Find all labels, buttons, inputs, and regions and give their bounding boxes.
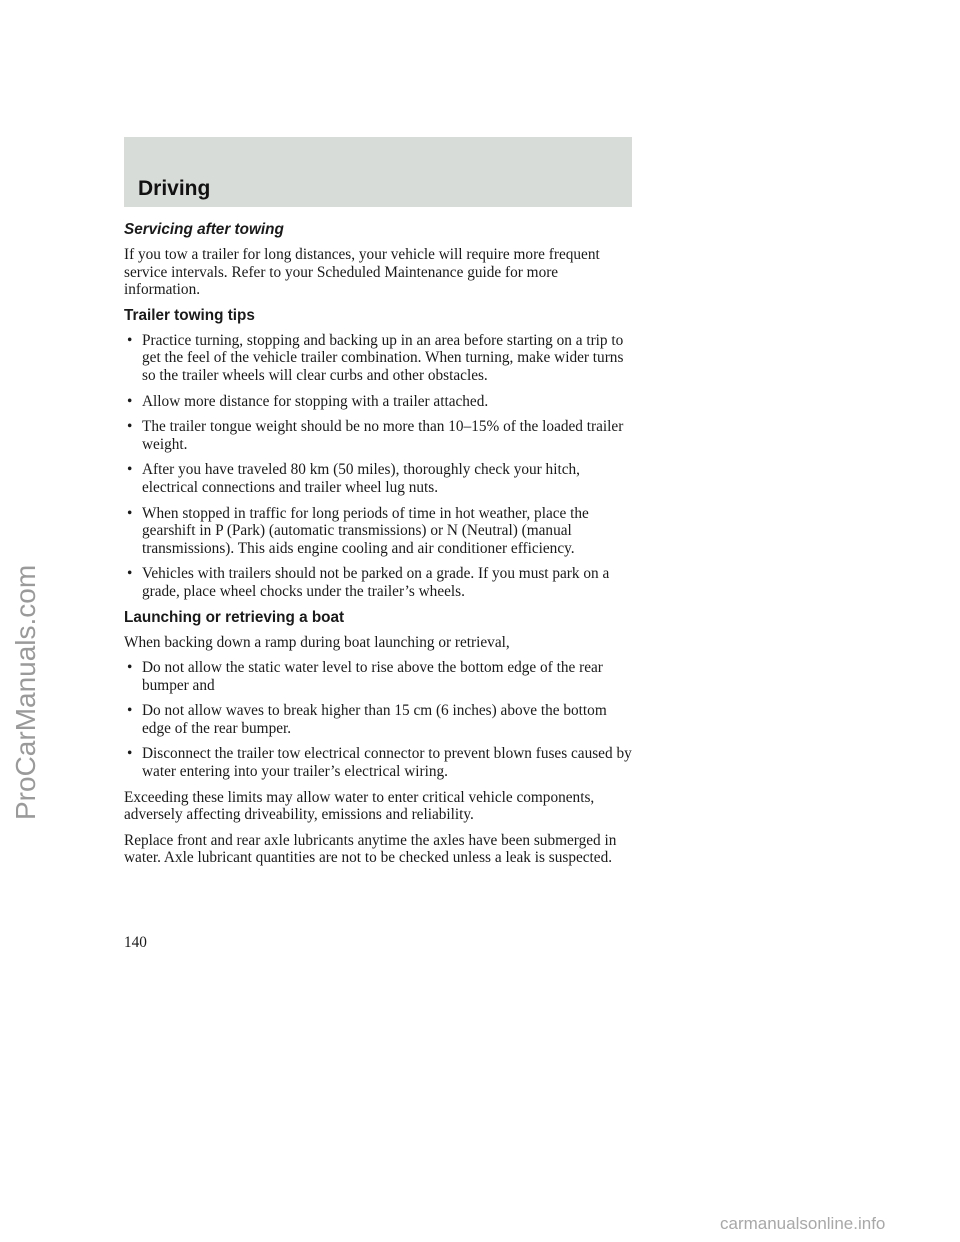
list-item: • Do not allow the static water level to rise above the bottom edge of the rear bumper and bbox=[127, 659, 603, 694]
bullet-icon: • bbox=[127, 702, 133, 720]
paragraph: If you tow a trailer for long distances, your vehicle will require more frequent service intervals. Refer to your Scheduled Maintenance guide for more information. bbox=[124, 246, 600, 299]
paragraph: Exceeding these limits may allow water to enter critical vehicle components, adversely affecting driveability, emissions and reliability. bbox=[124, 788, 595, 824]
list-item: • Vehicles with trailers should not be parked on a grade. If you must park on a grade, place wheel chocks under the trailer’s wheels. bbox=[127, 565, 610, 600]
heading-trailer-towing-tips: Trailer towing tips bbox=[124, 306, 255, 324]
bullet-icon: • bbox=[127, 392, 133, 410]
bullet-list bbox=[124, 659, 636, 781]
list-item: • Practice turning, stopping and backing up in an area before starting on a trip to get the feel of the vehicle trailer combination. When turning, make wider turns so the trailer wheels will clear curbs and other obstacles. bbox=[127, 331, 624, 384]
paragraph: When backing down a ramp during boat launching or retrieval, bbox=[124, 633, 510, 651]
bullet-list bbox=[124, 332, 636, 601]
paragraph: Replace front and rear axle lubricants anytime the axles have been submerged in water. Axle lubricant quantities are not to be checked unless a leak is suspected. bbox=[124, 831, 617, 867]
page-content bbox=[124, 221, 636, 875]
bullet-icon: • bbox=[127, 565, 133, 583]
section-title: Driving bbox=[138, 177, 211, 200]
heading-servicing-after-towing: Servicing after towing bbox=[124, 221, 284, 238]
list-item: • Do not allow waves to break higher than 15 cm (6 inches) above the bottom edge of the rear bumper. bbox=[127, 702, 607, 737]
bullet-icon: • bbox=[127, 745, 133, 763]
list-item: • The trailer tongue weight should be no more than 10–15% of the loaded trailer weight. bbox=[127, 418, 624, 453]
watermark-carmanualsonline: carmanualsonline.info bbox=[720, 1214, 886, 1233]
section-header-band bbox=[124, 137, 632, 207]
list-item: • When stopped in traffic for long periods of time in hot weather, place the gearshift in P (Park) (automatic transmissions) or N (Neutral) (manual transmissions). This aids engine cooling and air conditioner efficiency. bbox=[127, 504, 589, 557]
list-item: • After you have traveled 80 km (50 miles), thoroughly check your hitch, electrical connections and trailer wheel lug nuts. bbox=[127, 461, 580, 496]
page-number: 140 bbox=[124, 934, 147, 951]
list-item: • Disconnect the trailer tow electrical connector to prevent blown fuses caused by water entering into your trailer’s electrical wiring. bbox=[127, 745, 632, 781]
watermark-procarmanuals: ProCarManuals.com bbox=[10, 564, 41, 820]
bullet-icon: • bbox=[127, 418, 133, 436]
bullet-icon: • bbox=[127, 461, 133, 479]
bullet-icon: • bbox=[127, 659, 133, 677]
bullet-icon: • bbox=[127, 504, 133, 522]
heading-launching-boat: Launching or retrieving a boat bbox=[124, 608, 345, 626]
list-item: • Allow more distance for stopping with a trailer attached. bbox=[127, 392, 489, 410]
bullet-icon: • bbox=[127, 331, 133, 349]
